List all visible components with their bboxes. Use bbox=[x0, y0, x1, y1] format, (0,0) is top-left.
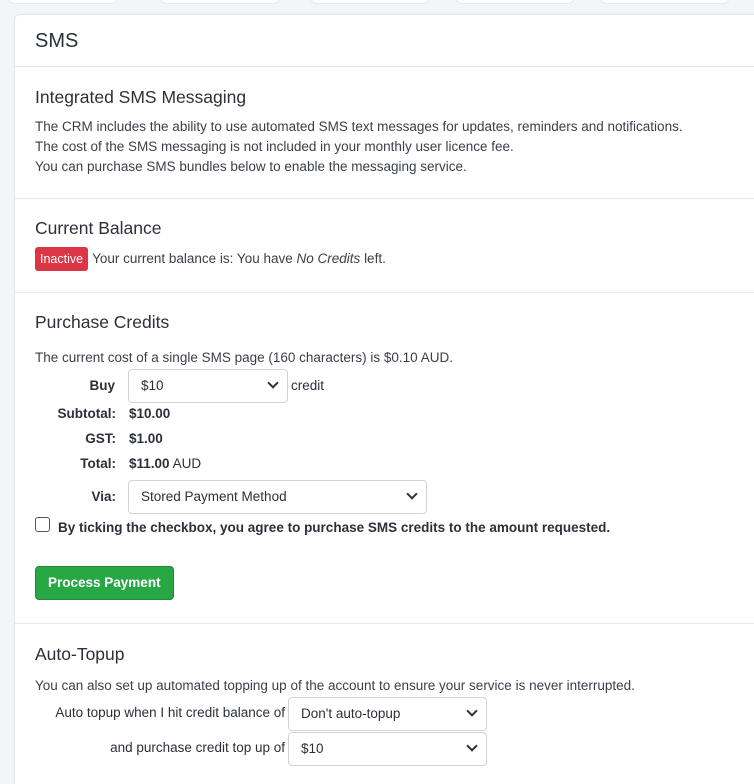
chevron-down-icon bbox=[466, 740, 477, 751]
payment-method-value: Stored Payment Method bbox=[141, 489, 287, 504]
divider bbox=[15, 623, 754, 624]
topup-amount-select[interactable] bbox=[288, 732, 487, 766]
autotopup-heading: Auto-Topup bbox=[35, 644, 125, 664]
balance-text-suffix: left. bbox=[364, 251, 386, 266]
chevron-down-icon bbox=[267, 377, 278, 388]
balance-section bbox=[35, 218, 754, 271]
total-line bbox=[129, 456, 201, 471]
buy-suffix: credit bbox=[291, 378, 325, 393]
intro-section bbox=[35, 87, 754, 177]
autotopup-description: You can also set up automated topping up of the account to ensure your service is never interrupted. bbox=[35, 678, 635, 693]
topup-amount-value: $10 bbox=[301, 741, 324, 756]
tab-stub[interactable] bbox=[455, 0, 575, 4]
card-header bbox=[15, 15, 754, 67]
intro-heading: Integrated SMS Messaging bbox=[35, 87, 247, 107]
buy-amount-value: $10 bbox=[141, 378, 164, 393]
subtotal-label: Subtotal: bbox=[57, 406, 116, 421]
agree-checkbox[interactable] bbox=[35, 517, 50, 532]
purchase-section bbox=[35, 312, 754, 333]
buy-amount-select[interactable] bbox=[128, 369, 288, 403]
chevron-down-icon bbox=[466, 705, 477, 716]
balance-line bbox=[35, 247, 754, 271]
gst-label: GST: bbox=[85, 431, 116, 446]
tab-stub[interactable] bbox=[8, 0, 118, 4]
subtotal-value: $10.00 bbox=[129, 406, 171, 421]
process-payment-button[interactable]: Process Payment bbox=[35, 566, 174, 600]
buy-label: Buy bbox=[89, 378, 115, 393]
intro-line-1: The CRM includes the ability to use automated SMS text messages for updates, reminders and notifications. bbox=[35, 119, 683, 134]
amount-label: and purchase credit top up of bbox=[110, 740, 285, 755]
cost-text: The current cost of a single SMS page (160 characters) is $0.10 AUD. bbox=[35, 350, 453, 365]
balance-heading: Current Balance bbox=[35, 218, 162, 238]
topup-threshold-select[interactable] bbox=[288, 697, 487, 731]
card-title: SMS bbox=[35, 30, 79, 52]
top-tabs bbox=[0, 0, 754, 6]
gst-value: $1.00 bbox=[129, 431, 163, 446]
topup-threshold-value: Don't auto-topup bbox=[301, 706, 401, 721]
via-label: Via: bbox=[91, 489, 116, 504]
total-value: $11.00 bbox=[129, 456, 170, 471]
purchase-heading: Purchase Credits bbox=[35, 312, 170, 332]
sms-card bbox=[14, 14, 754, 784]
chevron-down-icon bbox=[406, 488, 417, 499]
balance-text-prefix: Your current balance is: You have bbox=[92, 251, 293, 266]
divider bbox=[15, 292, 754, 293]
status-badge: Inactive bbox=[35, 247, 88, 271]
autotopup-section bbox=[35, 644, 754, 665]
intro-line-2: The cost of the SMS messaging is not included in your monthly user licence fee. bbox=[35, 139, 514, 154]
agree-text: By ticking the checkbox, you agree to purchase SMS credits to the amount requested. bbox=[58, 520, 611, 535]
divider bbox=[15, 198, 754, 199]
payment-method-select[interactable] bbox=[128, 480, 427, 514]
intro-line-3: You can purchase SMS bundles below to enable the messaging service. bbox=[35, 159, 467, 174]
total-currency: AUD bbox=[172, 456, 202, 471]
tab-stub[interactable] bbox=[310, 0, 430, 4]
total-label: Total: bbox=[80, 456, 116, 471]
balance-credits: No Credits bbox=[296, 251, 361, 266]
threshold-label: Auto topup when I hit credit balance of bbox=[55, 705, 285, 720]
tab-stub[interactable] bbox=[600, 0, 730, 4]
tab-stub[interactable] bbox=[160, 0, 280, 4]
